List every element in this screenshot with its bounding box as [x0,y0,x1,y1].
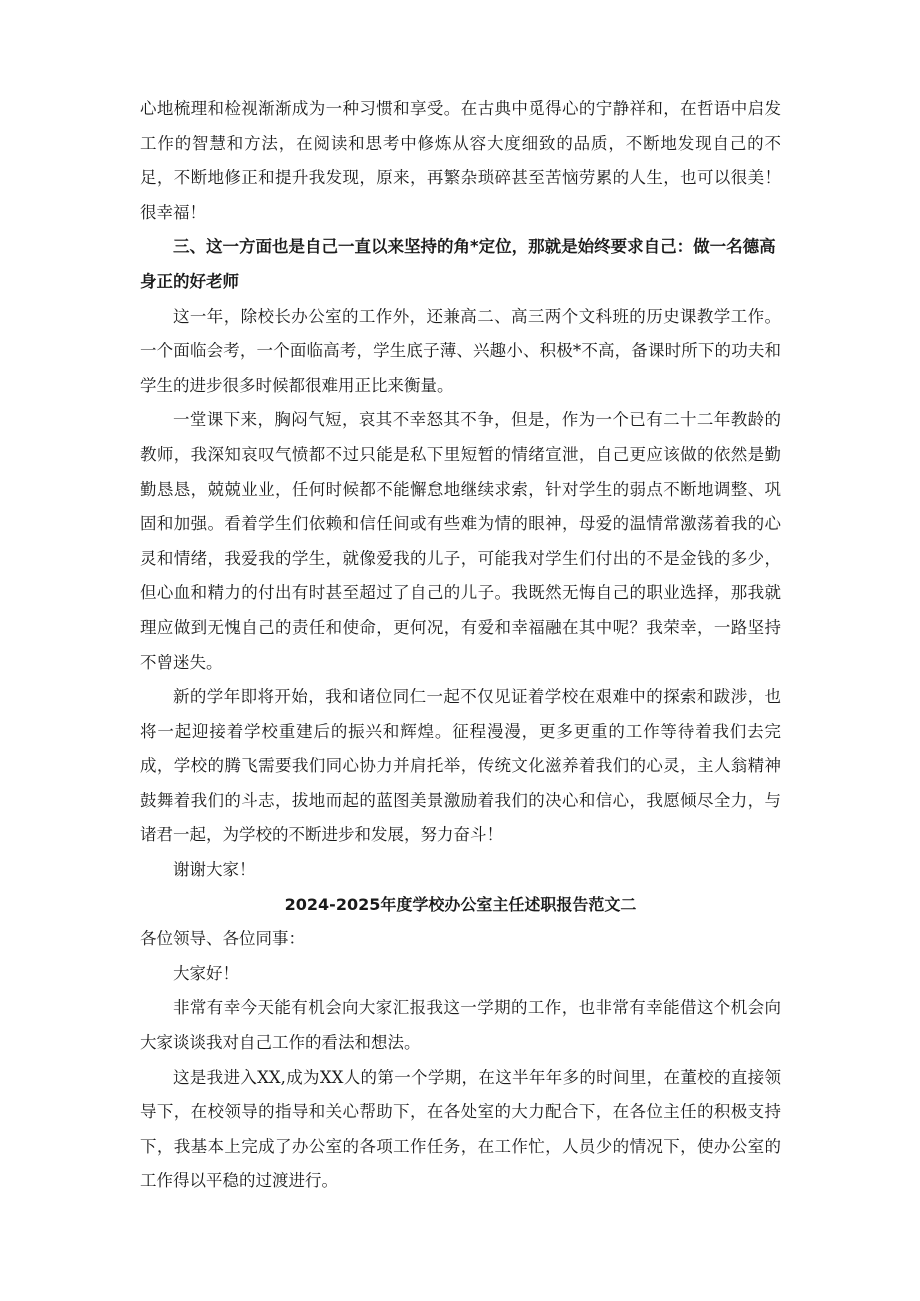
document-page [140,92,781,1199]
paragraph-intro: 非常有幸今天能有机会向大家汇报我这一学期的工作，也非常有幸能借这个机会向大家谈谈我对自己工作的看法和想法。 [140,998,781,1053]
paragraph-class-reflection: 一堂课下来，胸闷气短，哀其不幸怒其不争，但是，作为一个已有二十二年教龄的教师，我深知哀叹气愤都不过只能是私下里短暂的情绪宣泄，自己更应该做的依然是勤勤恳恳，兢兢业业，任何时候都不能懈怠地继续求索，针对学生的弱点不断地调整、巩固和加强。看着学生们依赖和信任间或有些难为情的眼神，母爱的温情常激荡着我的心灵和情绪，我爱我的学生，就像爱我的儿子，可能我对学生们付出的不是金钱的多少，但心血和精力的付出有时甚至超过了自己的儿子。我既然无悔自己的职业选择，那我就理应做到无愧自己的责任和使命，更何况，有爱和幸福融在其中呢？我荣幸，一路坚持不曾迷失。 [140,410,781,672]
greeting: 大家好！ [173,963,239,983]
section-heading-three: 三、这一方面也是自己一直以来坚持的角*定位，那就是始终要求自己：做一名德高身正的好老师 [140,237,776,291]
paragraph-thanks: 谢谢大家！ [173,860,256,880]
document-title-two: 2024-2025年度学校办公室主任述职报告范文二 [284,894,637,914]
salutation: 各位领导、各位同事： [140,929,305,949]
paragraph-teaching-work: 这一年，除校长办公室的工作外，还兼高二、高三两个文科班的历史课教学工作。一个面临会考，一个面临高考，学生底子薄、兴趣小、积极*不高，备课时所下的功夫和学生的进步很多时候都很难用正比来衡量。 [140,306,781,395]
paragraph-new-year: 新的学年即将开始，我和诸位同仁一起不仅见证着学校在艰难中的探索和跋涉，也将一起迎接着学校重建后的振兴和辉煌。征程漫漫，更多更重的工作等待着我们去完成，学校的腾飞需要我们同心协力并肩托举，传统文化滋养着我们的心灵，主人翁精神鼓舞着我们的斗志，拔地而起的蓝图美景激励着我们的决心和信心，我愿倾尽全力，与诸君一起，为学校的不断进步和发展，努力奋斗！ [140,687,781,845]
paragraph-continuation: 心地梳理和检视渐渐成为一种习惯和享受。在古典中觅得心的宁静祥和，在哲语中启发工作的智慧和方法，在阅读和思考中修炼从容大度细致的品质，不断地发现自己的不足，不断地修正和提升我发现，原来，再繁杂琐碎甚至苦恼劳累的人生，也可以很美！很幸福！ [140,99,781,222]
paragraph-first-semester: 这是我进入XX,成为XX人的第一个学期，在这半年年多的时间里，在董校的直接领导下，在校领导的指导和关心帮助下，在各处室的大力配合下，在各位主任的积极支持下，我基本上完成了办公室的各项工作任务，在工作忙，人员少的情况下，使办公室的工作得以平稳的过渡进行。 [140,1067,781,1191]
